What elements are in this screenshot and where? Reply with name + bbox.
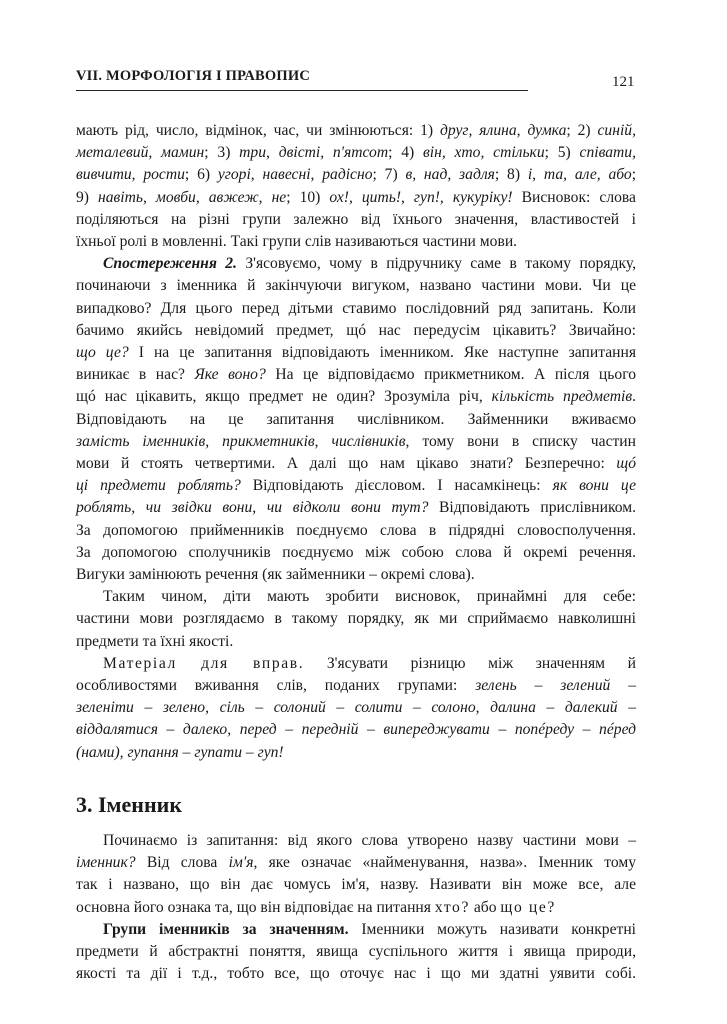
- text-line: іменник? Від слова ім'я, яке означає «найменування, назва». Іменник тому: [76, 854, 636, 872]
- text-line: так і названо, що він дає чомусь ім'я, назву. Називати він може все, але: [76, 876, 636, 894]
- text-line: роблять, чи звідки вони, чи відколи вони тут? Відповідають прислівником.: [76, 499, 636, 517]
- text-line: що це? І на це запитання відповідають іменником. Яке наступне запитання: [76, 344, 637, 362]
- text-line: 9) навіть, мовби, авжеж, не; 10) ох!, цить!, гуп!, кукуріку! Висновок: слова: [76, 188, 636, 206]
- text-line: мови й стоять четвертими. А далі що нам цікаво знати? Безперечно: щó: [76, 455, 636, 473]
- text-line: основна його ознака та, що він відповідає на питання хто? або що це?: [76, 898, 556, 916]
- running-header: VII. МОРФОЛОГІЯ І ПРАВОПИС: [76, 68, 311, 84]
- text-line: За допомогою прийменників поєднуємо слова в підрядні словосполучення.: [76, 521, 636, 539]
- paragraph-conclusion: [76, 586, 636, 653]
- text-line: особливостями вживання слів, поданих групами: зелень – зелений –: [76, 677, 637, 695]
- header-rule: [76, 90, 528, 91]
- text-line: Таким чином, діти мають зробити висновок, принаймні для себе:: [103, 588, 636, 606]
- text-line: Матеріал для вправ. З'ясувати різницю між значенням й: [103, 654, 636, 672]
- text-line: (нами), гупання – гупати – гуп!: [76, 743, 284, 761]
- paragraph-parts-of-speech-list: [76, 120, 636, 253]
- paragraph-observation-2: [76, 253, 636, 586]
- text-line: металевий, мамин; 3) три, двісті, п'ятсот; 4) він, хто, стільки; 5) співати,: [76, 144, 636, 162]
- text-line: Відповідають на це запитання числівником. Займенники вживаємо: [76, 410, 636, 428]
- text-line: віддалятися – далеко, перед – передній – випереджувати – попéреду – пéред: [76, 721, 636, 739]
- text-line: Починаємо із запитання: від якого слова утворено назву частини мови –: [103, 831, 636, 849]
- paragraph-noun-intro: [76, 830, 636, 919]
- text-line: За допомогою сполучників поєднуємо між собою слова й окремі речення.: [76, 543, 636, 561]
- text-line: їхньої ролі в мовленні. Такі групи слів називаються частини мови.: [76, 233, 518, 251]
- text-line: виникає в нас? Яке воно? На це відповідаємо прикметником. А після цього: [76, 366, 636, 384]
- text-line: випадково? Для цього перед дітьми ставимо послідовний ряд запитань. Коли: [76, 299, 636, 317]
- text-line: якості та дії і т.д., тобто все, що оточує нас і що ми здатні уявити собі.: [76, 965, 636, 983]
- section-heading: 3. Іменник: [76, 791, 183, 817]
- text-line: ці предмети роблять? Відповідають дієсловом. І насамкінець: як вони це: [76, 477, 637, 495]
- text-line: зеленіти – зелено, сіль – солоний – солити – солоно, далина – далекий –: [76, 699, 636, 717]
- page-number: 121: [612, 74, 635, 90]
- text-line: предмети й абстрактні поняття, явища суспільного життя і явища природи,: [76, 942, 636, 960]
- text-line: Групи іменників за значенням. Іменники можуть називати конкретні: [103, 920, 636, 938]
- text-line: починаючи з іменника й закінчуючи вигуком, названо частини мови. Чи це: [76, 277, 636, 295]
- text-line: предмети та їхні якості.: [76, 632, 234, 650]
- text-line: частини мови розглядаємо в такому порядку, як ми сприймаємо навколишні: [76, 610, 636, 628]
- text-line: Вигуки замінюють речення (як займенники – окремі слова).: [76, 566, 475, 584]
- text-line: Спостереження 2. З'ясовуємо, чому в підручнику саме в такому порядку,: [103, 255, 636, 273]
- text-line: поділяються на різні групи залежно від їхнього значення, властивостей і: [76, 210, 636, 228]
- text-line: бачимо якийсь невідомий предмет, щó нас передусім цікавить? Звичайно:: [76, 321, 636, 339]
- text-line: замість іменників, прикметників, числівників, тому вони в списку частин: [76, 432, 636, 450]
- text-line: мають рід, число, відмінок, час, чи змінюються: 1) друг, ялина, думка; 2) синій,: [76, 122, 636, 139]
- text-line: вивчити, рости; 6) угорі, навесні, радісно; 7) в, над, задля; 8) і, та, але, або;: [76, 166, 637, 184]
- text-line: щó нас цікавить, якщо предмет не один? Зрозуміла річ, кількість предметів.: [76, 388, 636, 406]
- paragraph-exercise-material: [76, 653, 636, 764]
- paragraph-noun-groups: [76, 919, 636, 986]
- page-body: [76, 120, 636, 985]
